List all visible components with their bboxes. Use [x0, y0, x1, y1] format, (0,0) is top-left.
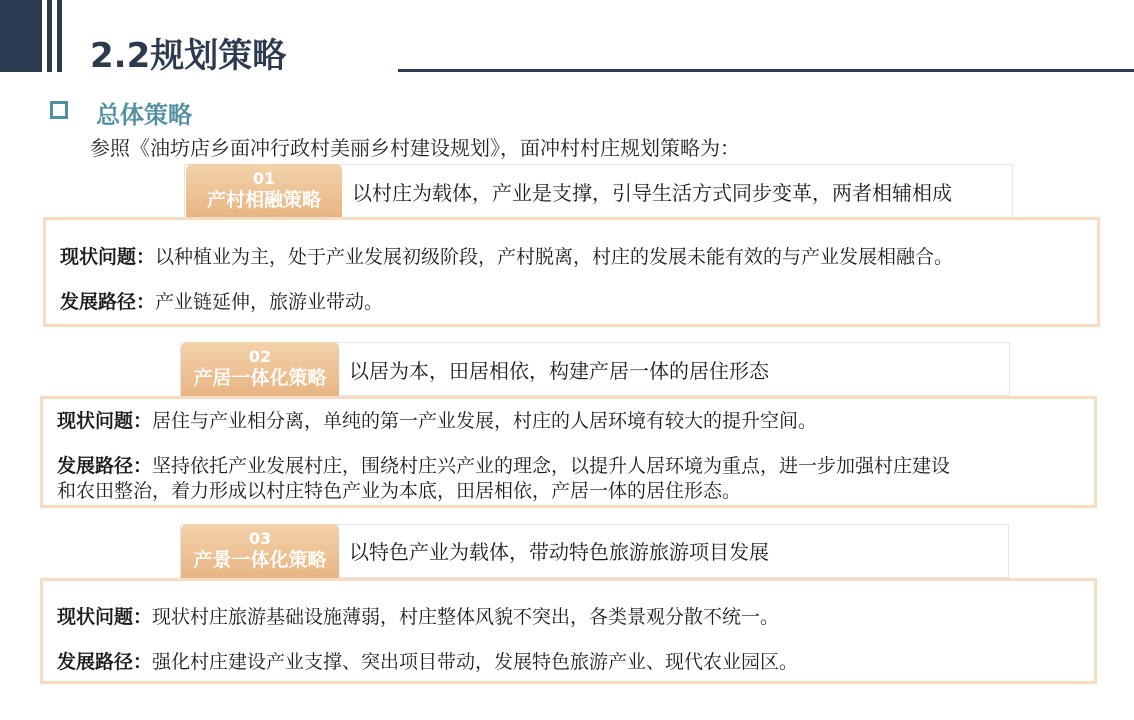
strategy-name: 产居一体化策略 [193, 367, 327, 389]
strategy-03-detail-box [40, 578, 1097, 684]
problem-line [57, 409, 817, 433]
square-bullet-icon [50, 101, 68, 119]
problem-text: 居住与产业相分离，单纯的第一产业发展，村庄的人居环境有较大的提升空间。 [152, 410, 818, 432]
strategy-number: 03 [248, 529, 272, 548]
strategy-tag [186, 164, 342, 218]
intro-text: 参照《油坊店乡面冲行政村美丽乡村建设规划》，面冲村村庄规划策略为： [90, 136, 740, 160]
strategy-description: 以居为本，田居相依，构建产居一体的居住形态 [349, 359, 769, 383]
path-text: 强化村庄建设产业支撑、突出项目带动，发展特色旅游产业、现代农业园区。 [152, 651, 799, 673]
problem-label: 现状问题： [60, 246, 156, 268]
strategy-02-detail-box [40, 396, 1097, 508]
path-label: 发展路径： [60, 291, 156, 313]
title-bar-thin-1 [47, 0, 52, 72]
strategy-description: 以村庄为载体，产业是支撑，引导生活方式同步变革，两者相辅相成 [352, 181, 952, 205]
strategy-name: 产村相融策略 [206, 189, 321, 211]
path-label: 发展路径： [57, 455, 153, 477]
path-line-1 [57, 454, 950, 478]
title-bar-wide [0, 0, 42, 72]
title-decoration [0, 0, 64, 72]
strategy-01-detail-box [43, 217, 1100, 327]
path-line [57, 650, 798, 674]
path-text: 产业链延伸，旅游业带动。 [155, 291, 384, 313]
title-underline [398, 69, 1134, 72]
strategy-number: 02 [248, 347, 272, 366]
strategy-tag [181, 524, 339, 578]
path-line [60, 290, 383, 314]
problem-label: 现状问题： [57, 606, 153, 628]
problem-label: 现状问题： [57, 410, 153, 432]
problem-line [60, 245, 953, 269]
section-heading: 总体策略 [96, 101, 192, 129]
path-line-2: 和农田整治，着力形成以村庄特色产业为本底，田居相依，产居一体的居住形态。 [57, 480, 742, 502]
strategy-name: 产景一体化策略 [193, 549, 327, 571]
strategy-number: 01 [252, 169, 276, 188]
problem-text: 以种植业为主，处于产业发展初级阶段，产村脱离，村庄的发展未能有效的与产业发展相融合。 [155, 246, 954, 268]
path-text: 坚持依托产业发展村庄，围绕村庄兴产业的理念，以提升人居环境为重点，进一步加强村庄建设 [152, 455, 951, 477]
page-title: 2.2规划策略 [90, 36, 287, 76]
title-bar-thin-2 [57, 0, 62, 72]
strategy-tag [181, 342, 339, 396]
strategy-description: 以特色产业为载体，带动特色旅游旅游项目发展 [349, 540, 769, 564]
problem-text: 现状村庄旅游基础设施薄弱，村庄整体风貌不突出，各类景观分散不统一。 [152, 606, 780, 628]
problem-line [57, 605, 779, 629]
path-label: 发展路径： [57, 651, 153, 673]
